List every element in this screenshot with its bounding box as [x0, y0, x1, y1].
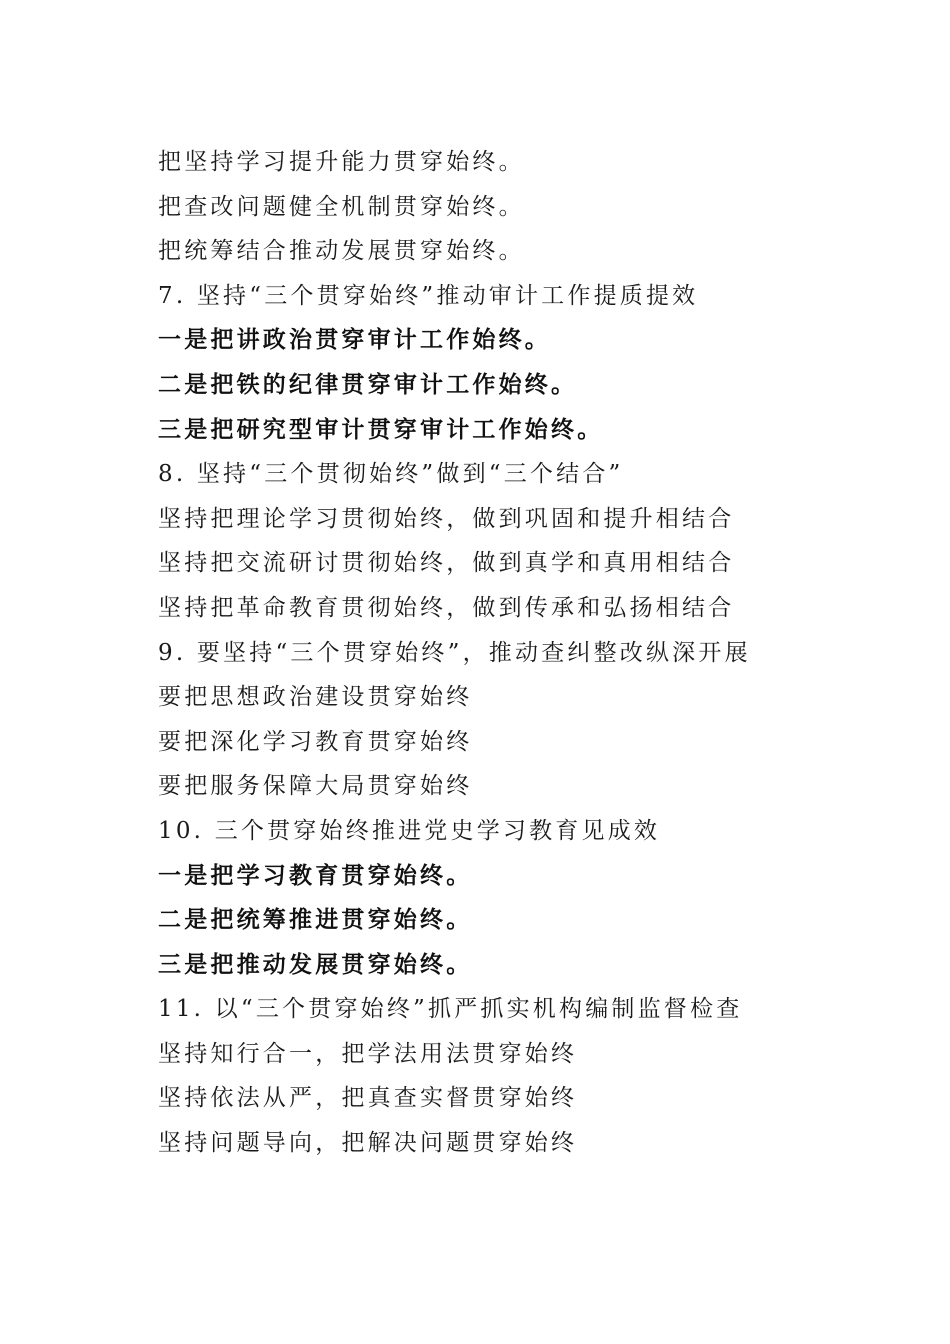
document-body — [158, 140, 858, 1166]
bold-text-line: 三是把研究型审计贯穿审计工作始终。 — [158, 415, 604, 443]
text-line: 把查改问题健全机制贯穿始终。 — [158, 193, 525, 220]
bold-text-line: 一是把学习教育贯穿始终。 — [158, 861, 473, 889]
text-line: 要把深化学习教育贯穿始终 — [158, 728, 473, 755]
section-heading: 8. 坚持“三个贯彻始终”做到“三个结合” — [158, 461, 624, 488]
bold-text-line: 二是把统筹推进贯穿始终。 — [158, 906, 473, 934]
section-heading: 11. 以“三个贯穿始终”抓严抓实机构编制监督检查 — [158, 996, 743, 1023]
text-line: 坚持把交流研讨贯彻始终，做到真学和真用相结合 — [158, 550, 735, 577]
text-line: 坚持把革命教育贯彻始终，做到传承和弘扬相结合 — [158, 594, 735, 621]
text-line: 把统筹结合推动发展贯穿始终。 — [158, 238, 525, 265]
text-line: 坚持问题导向，把解决问题贯穿始终 — [158, 1130, 578, 1157]
bold-text-line: 二是把铁的纪律贯穿审计工作始终。 — [158, 370, 578, 398]
text-line: 把坚持学习提升能力贯穿始终。 — [158, 149, 525, 175]
text-line: 坚持知行合一，把学法用法贯穿始终 — [158, 1040, 578, 1067]
text-line: 要把服务保障大局贯穿始终 — [158, 773, 473, 800]
text-line: 坚持把理论学习贯彻始终，做到巩固和提升相结合 — [158, 505, 735, 532]
text-line: 要把思想政治建设贯穿始终 — [158, 684, 473, 711]
section-heading: 7. 坚持“三个贯穿始终”推动审计工作提质提效 — [158, 282, 699, 309]
text-line: 坚持依法从严，把真查实督贯穿始终 — [158, 1085, 578, 1112]
bold-text-line: 一是把讲政治贯穿审计工作始终。 — [158, 326, 551, 354]
section-heading: 10. 三个贯穿始终推进党史学习教育见成效 — [158, 817, 661, 844]
section-heading: 9. 要坚持“三个贯穿始终”，推动查纠整改纵深开展 — [158, 639, 751, 666]
bold-text-line: 三是把推动发展贯穿始终。 — [158, 950, 473, 978]
